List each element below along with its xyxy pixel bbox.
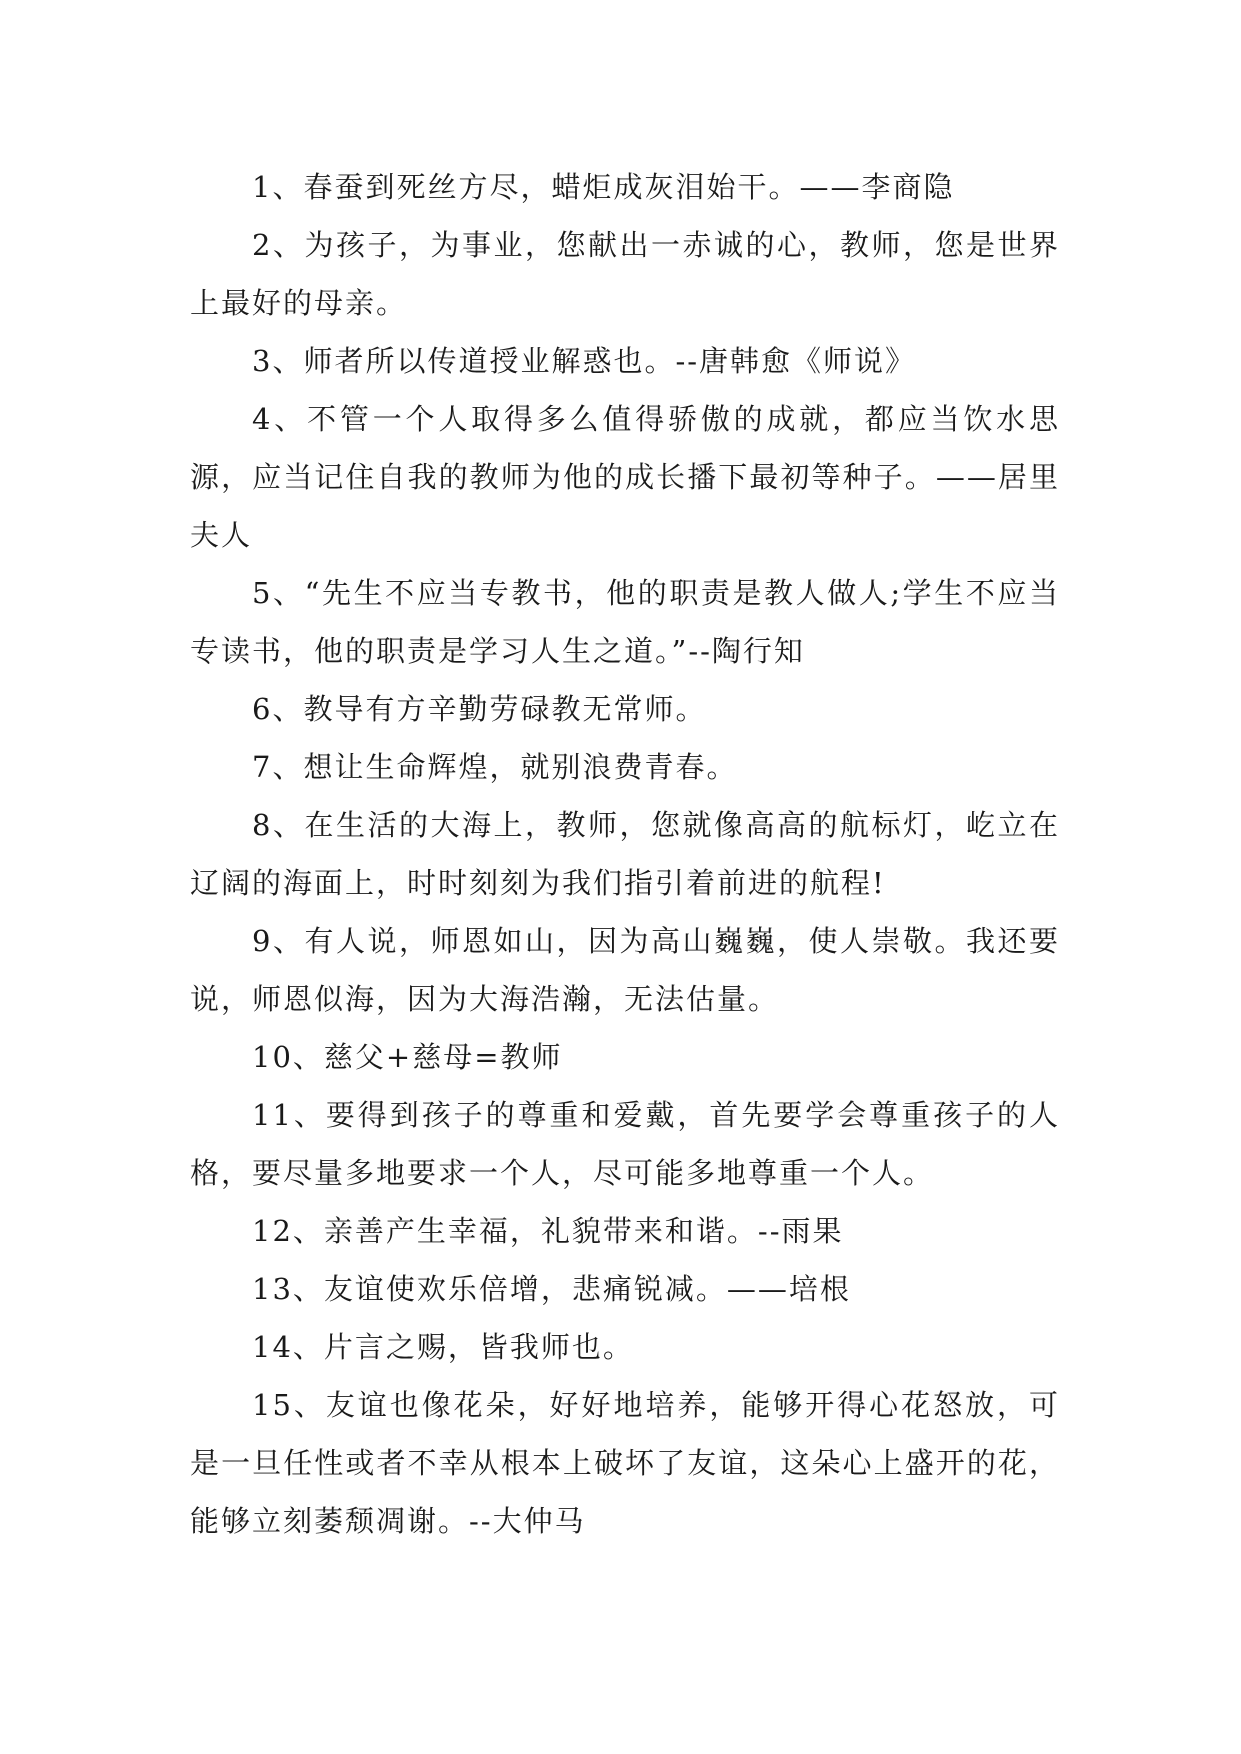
paragraph-13: 13、友谊使欢乐倍增，悲痛锐减。——培根	[252, 1272, 851, 1306]
document-body	[190, 158, 1060, 1550]
paragraph-3: 3、师者所以传道授业解惑也。--唐韩愈《师说》	[252, 344, 917, 378]
paragraph-4: 4、不管一个人取得多么值得骄傲的成就，都应当饮水思源，应当记住自我的教师为他的成长播下最初等种子。——居里夫人	[190, 402, 1060, 552]
paragraph-7: 7、想让生命辉煌，就别浪费青春。	[252, 750, 738, 784]
paragraph-9: 9、有人说，师恩如山，因为高山巍巍，使人崇敬。我还要说，师恩似海，因为大海浩瀚，无法估量。	[190, 924, 1060, 1016]
paragraph-12: 12、亲善产生幸福，礼貌带来和谐。--雨果	[252, 1214, 844, 1248]
paragraph-2: 2、为孩子，为事业，您献出一赤诚的心，教师，您是世界上最好的母亲。	[190, 228, 1060, 320]
paragraph-8: 8、在生活的大海上，教师，您就像高高的航标灯，屹立在辽阔的海面上，时时刻刻为我们指引着前进的航程!	[190, 808, 1060, 900]
paragraph-5: 5、“先生不应当专教书，他的职责是教人做人;学生不应当专读书，他的职责是学习人生之道。”--陶行知	[190, 576, 1060, 668]
paragraph-10: 10、慈父+慈母=教师	[252, 1040, 563, 1074]
paragraph-11: 11、要得到孩子的尊重和爱戴，首先要学会尊重孩子的人格，要尽量多地要求一个人，尽可能多地尊重一个人。	[190, 1098, 1060, 1190]
paragraph-1: 1、春蚕到死丝方尽，蜡炬成灰泪始干。——李商隐	[252, 170, 955, 204]
paragraph-15: 15、友谊也像花朵，好好地培养，能够开得心花怒放，可是一旦任性或者不幸从根本上破坏了友谊，这朵心上盛开的花，能够立刻萎颓凋谢。--大仲马	[190, 1388, 1060, 1538]
paragraph-6: 6、教导有方辛勤劳碌教无常师。	[252, 692, 707, 726]
paragraph-14: 14、片言之赐，皆我师也。	[252, 1330, 634, 1364]
